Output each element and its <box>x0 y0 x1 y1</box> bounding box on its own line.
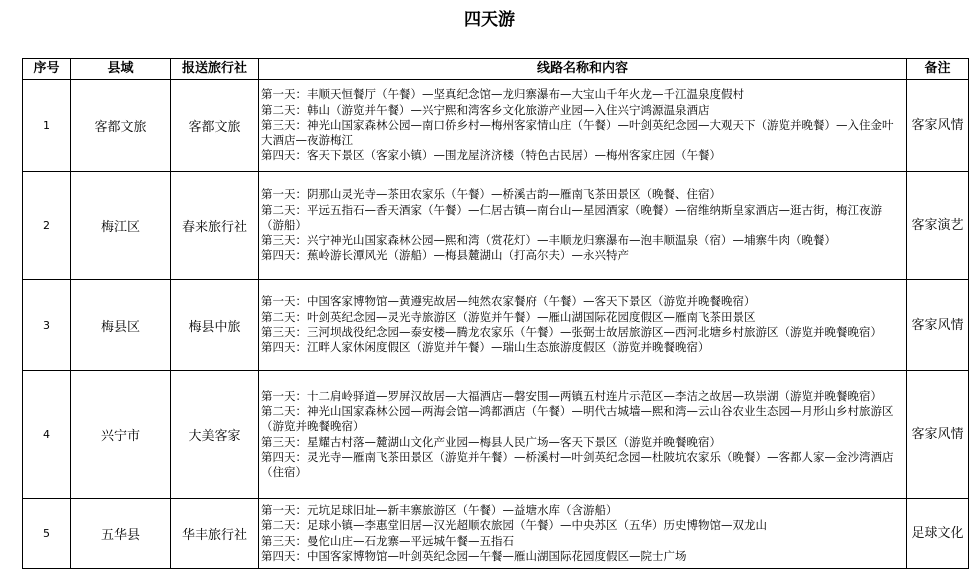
day-1: 第一天：中国客家博物馆—黄遵宪故居—纯然农家餐府（午餐）—客天下景区（游览并晚餐晚宿） <box>261 294 756 309</box>
row-agency: 春来旅行社 <box>171 172 259 280</box>
table-row <box>23 80 969 172</box>
day-4: 第四天：蕉岭游长潭风光（游船）—梅县麓湖山（打高尔夫）—永兴特产 <box>261 248 629 263</box>
row-county: 梅江区 <box>71 172 171 280</box>
header-route: 线路名称和内容 <box>259 59 907 80</box>
row-agency: 华丰旅行社 <box>171 499 259 569</box>
table-row <box>23 371 969 499</box>
row-number: 4 <box>23 371 71 499</box>
header-note: 备注 <box>907 59 969 80</box>
row-number: 3 <box>23 280 71 371</box>
row-county: 梅县区 <box>71 280 171 371</box>
table-row <box>23 172 969 280</box>
row-route <box>259 499 907 569</box>
row-note: 客家风情 <box>907 371 969 499</box>
day-2: 第二天：叶剑英纪念园—灵光寺旅游区（游览并午餐）—雁山湖国际花园度假区—雁南飞茶田景区 <box>261 309 756 324</box>
row-county: 五华县 <box>71 499 171 569</box>
day-4: 第四天：灵光寺—雁南飞茶田景区（游览并午餐）—桥溪村—叶剑英纪念园—杜陂坑农家乐（晚餐）—客都人家—金沙湾酒店（住宿） <box>261 449 894 480</box>
table-row <box>23 499 969 569</box>
row-note: 足球文化 <box>907 499 969 569</box>
day-1: 第一天：阴那山灵光寺—茶田农家乐（午餐）—桥溪古韵—雁南飞茶田景区（晚餐、住宿） <box>261 187 721 202</box>
day-3: 第三天：神光山国家森林公园—南口侨乡村—梅州客家情山庄（午餐）—叶剑英纪念园—大观天下（游览并晚餐）—入住金叶大酒店—夜游梅江 <box>261 117 894 148</box>
row-county: 兴宁市 <box>71 371 171 499</box>
page-title: 四天游 <box>464 10 515 30</box>
row-note: 客家风情 <box>907 280 969 371</box>
day-4: 第四天：客天下景区（客家小镇）—围龙屋济济楼（特色古民居）—梅州客家庄园（午餐） <box>261 148 721 163</box>
day-3: 第三天：星耀古村落—麓湖山文化产业园—梅县人民广场—客天下景区（游览并晚餐晚宿） <box>261 434 721 449</box>
row-route <box>259 280 907 371</box>
day-3: 第三天：兴宁神光山国家森林公园—熙和湾（赏花灯）—丰顺龙归寨瀑布—泡丰顺温泉（宿）—埔寨牛肉（晚餐） <box>261 233 836 248</box>
row-agency: 大美客家 <box>171 371 259 499</box>
header-agency: 报送旅行社 <box>171 59 259 80</box>
row-route <box>259 80 907 172</box>
day-2: 第二天：神光山国家森林公园—两海会馆—鸿都酒店（午餐）—明代古城墙—熙和湾—云山谷农业生态园—月形山乡村旅游区（游览并晚餐晚宿） <box>261 403 894 434</box>
day-3: 第三天：曼佗山庄—石龙寨—平远城午餐—五指石 <box>261 533 514 548</box>
day-3: 第三天：三河坝战役纪念园—泰安楼—腾龙农家乐（午餐）—张弼士故居旅游区—西河北塘乡村旅游区（游览并晚餐晚宿） <box>261 325 882 339</box>
table-row <box>23 280 969 371</box>
itinerary-table <box>22 58 969 569</box>
header-county: 县域 <box>71 59 171 80</box>
header-number: 序号 <box>23 59 71 80</box>
row-agency: 梅县中旅 <box>171 280 259 371</box>
day-1: 第一天：十二肩岭驿道—罗屏汉故居—大福酒店—磐安围—两镇五村连片示范区—李洁之故居—玖崇湖（游览并晚餐晚宿） <box>261 388 882 403</box>
table-header-row <box>23 59 969 80</box>
row-number: 5 <box>23 499 71 569</box>
row-route <box>259 371 907 499</box>
day-2: 第二天：韩山（游览并午餐）—兴宁熙和湾客乡文化旅游产业园—入住兴宁鸿源温泉酒店 <box>261 102 710 117</box>
day-4: 第四天：中国客家博物馆—叶剑英纪念园—午餐—雁山湖国际花园度假区—院士广场 <box>261 548 687 563</box>
row-route <box>259 172 907 280</box>
row-number: 1 <box>23 80 71 172</box>
day-4: 第四天：江畔人家休闲度假区（游览并午餐）—瑞山生态旅游度假区（游览并晚餐晚宿） <box>261 340 710 355</box>
row-county: 客都文旅 <box>71 80 171 172</box>
row-agency: 客都文旅 <box>171 80 259 172</box>
row-note: 客家演艺 <box>907 172 969 280</box>
day-1: 第一天：元坑足球旧址—新丰寨旅游区（午餐）—益塘水库（含游船） <box>261 502 618 517</box>
day-2: 第二天：足球小镇—李惠堂旧居—汉光超顺农旅园（午餐）—中央苏区（五华）历史博物馆—双龙山 <box>261 518 767 533</box>
row-note: 客家风情 <box>907 80 969 172</box>
day-2: 第二天：平远五指石—香天酒家（午餐）—仁居古镇—南台山—星园酒家（晚餐）—宿维纳斯皇家酒店—逛古街，梅江夜游（游船） <box>261 202 882 232</box>
day-1: 第一天：丰顺天恒餐厅（午餐）—坚真纪念馆—龙归寨瀑布—大宝山千年火龙—千江温泉度假村 <box>261 87 744 102</box>
row-number: 2 <box>23 172 71 280</box>
